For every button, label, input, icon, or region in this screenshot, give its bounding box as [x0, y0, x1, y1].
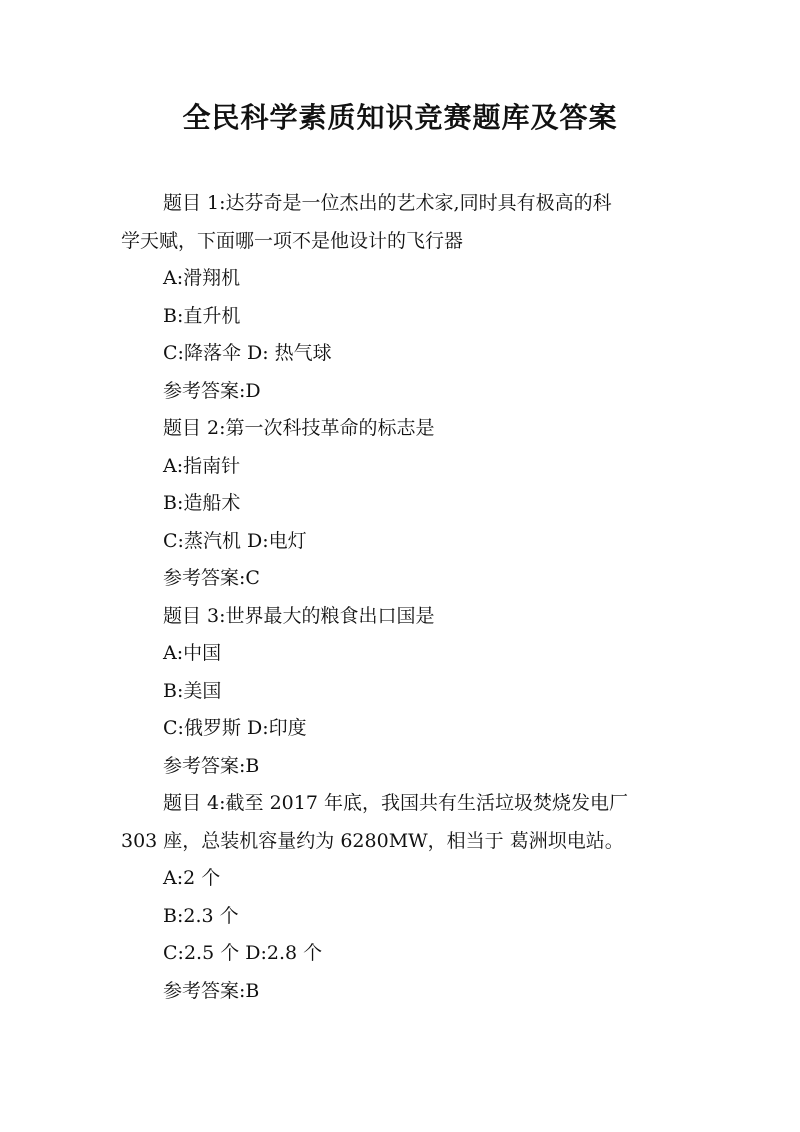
question-4-text-line-2: 303 座，总装机容量约为 6280MW，相当于 葛洲坝电站。 [121, 829, 624, 852]
question-2-option-b: B:造船术 [163, 492, 241, 514]
question-3-text: 题目 3:世界最大的粮食出口国是 [163, 604, 435, 627]
question-1-option-c-d: C:降落伞 D: 热气球 [163, 342, 332, 364]
question-3-answer: 参考答案:B [163, 754, 260, 777]
question-1-text-line-1: 题目 1:达芬奇是一位杰出的艺术家,同时具有极高的科 [163, 192, 612, 214]
question-2-text: 题目 2:第一次科技革命的标志是 [163, 417, 435, 439]
question-3-option-a: A:中国 [163, 642, 222, 664]
question-1-option-a: A:滑翔机 [163, 267, 241, 289]
question-1-answer: 参考答案:D [163, 379, 261, 402]
question-4-option-a: A:2 个 [163, 867, 221, 889]
question-3-option-c-d: C:俄罗斯 D:印度 [163, 717, 307, 739]
question-3-option-b: B:美国 [163, 679, 222, 702]
question-2-answer: 参考答案:C [163, 567, 260, 589]
question-4-option-b: B:2.3 个 [163, 904, 239, 927]
question-4-answer: 参考答案:B [163, 979, 260, 1002]
question-1-option-b: B:直升机 [163, 304, 241, 327]
question-1-text-line-2: 学天赋，下面哪一项不是他设计的飞行器 [121, 229, 464, 252]
question-2-option-c-d: C:蒸汽机 D:电灯 [163, 529, 307, 552]
question-2-option-a: A:指南针 [163, 454, 241, 477]
question-list [121, 185, 701, 1010]
document-title: 全民科学素质知识竞赛题库及答案 [182, 101, 618, 134]
question-4-option-c-d: C:2.5 个 D:2.8 个 [163, 942, 323, 964]
question-4-text-line-1: 题目 4:截至 2017 年底，我国共有生活垃圾焚烧发电厂 [163, 792, 628, 814]
